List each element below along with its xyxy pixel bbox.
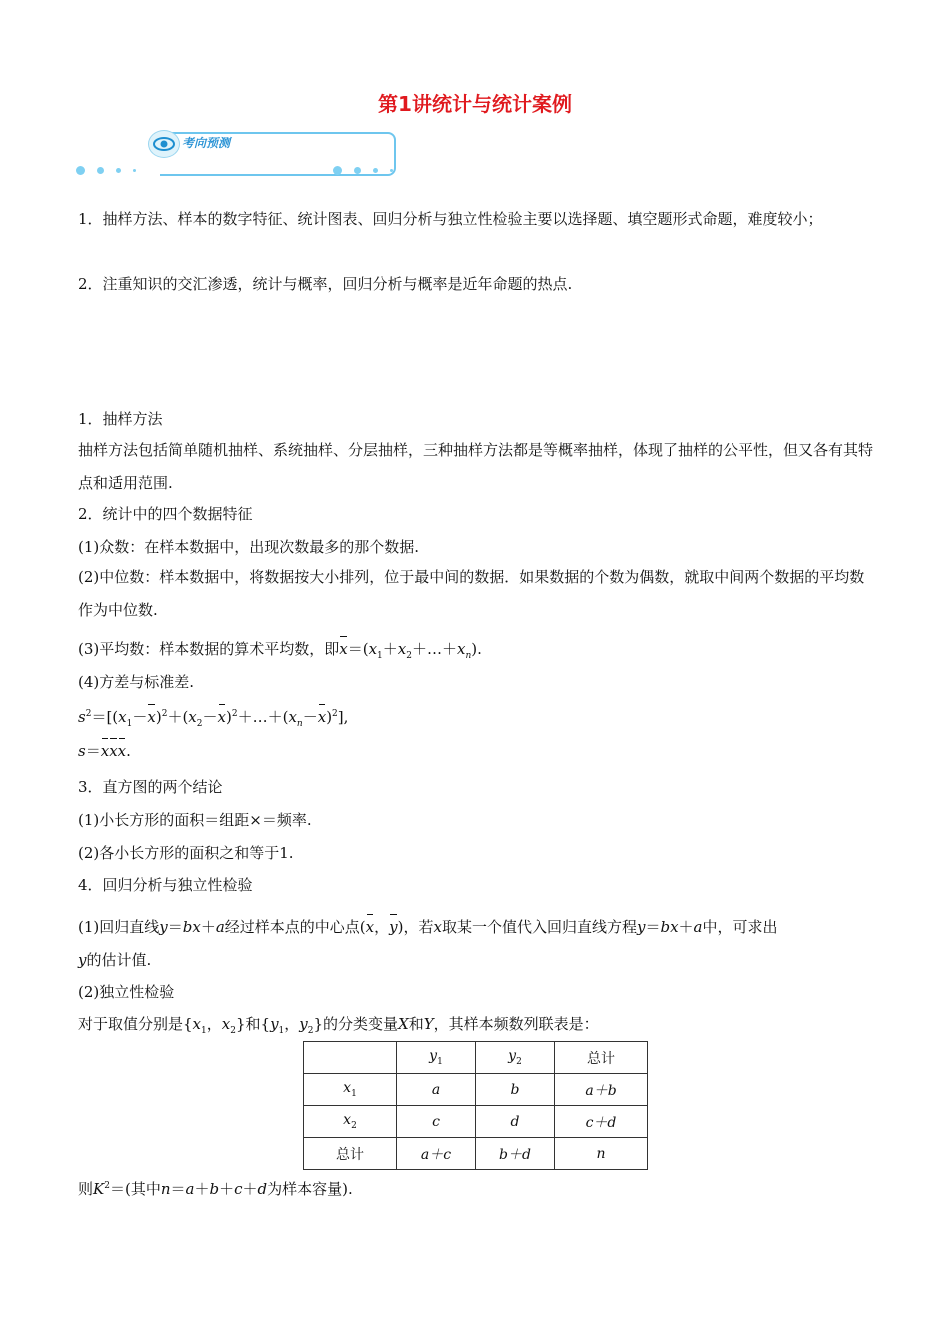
dot: [76, 166, 85, 175]
table-cell: 总计: [304, 1138, 397, 1170]
forecast-item-1: 1．抽样方法、样本的数字特征、统计图表、回归分析与独立性检验主要以选择题、填空题形式命题，难度较小；: [78, 210, 823, 228]
eye-icon: [148, 130, 180, 158]
table-cell: $y_1$: [397, 1042, 476, 1074]
table-cell: 总计: [555, 1042, 648, 1074]
section-2-heading: 2．统计中的四个数据特征: [78, 505, 253, 523]
table-cell: b: [476, 1074, 555, 1106]
decorative-dots-left: [76, 166, 136, 175]
section-3-heading: 3．直方图的两个结论: [78, 778, 223, 796]
table-cell: $x_2$: [304, 1106, 397, 1138]
text: 取某一个值代入回归直线方程: [441, 918, 637, 936]
banner-label: 考向预测: [182, 136, 231, 150]
text: 则: [78, 1180, 94, 1198]
table-cell: c＋d: [555, 1106, 648, 1138]
median-text: (2)中位数：样本数据中，将数据按大小排列，位于最中间的数据．如果数据的个数为偶数，就取中间两个数据的平均数作为中位数.: [78, 568, 865, 619]
table-row: [304, 1106, 648, 1138]
variance-heading: (4)方差与标准差.: [78, 673, 195, 691]
text: 经过样本点的中心点(: [224, 918, 366, 936]
mean-prefix: (3)平均数：样本数据的算术平均数，即: [78, 640, 340, 658]
dot: [373, 168, 378, 173]
dot: [133, 169, 136, 172]
decorative-dots-right: [333, 166, 393, 175]
dot: [116, 168, 121, 173]
table-cell: d: [476, 1106, 555, 1138]
text: ，其样本频数列联表是：: [433, 1015, 599, 1033]
independence-text: 对于取值分别是{$x_1$，$x_2$}和{$y_1$，$y_2$}的分类变量X和Y，其样本频数列联表是：: [78, 1015, 599, 1036]
text: 中，可求出: [702, 918, 778, 936]
regression-line-text-2: y的估计值.: [78, 951, 152, 969]
k2-text: 则$K^2=$(其中n＝a＋b＋c＋d为样本容量).: [78, 1180, 353, 1198]
text: ＝(其中: [109, 1180, 161, 1198]
text: 和: [408, 1015, 424, 1033]
mean-line: (3)平均数：样本数据的算术平均数，即$x=(x_1+x_2+\dots+x_n)$.: [78, 640, 482, 661]
dot: [333, 166, 342, 175]
regression-line-text: (1)回归直线y＝bx＋a经过样本点的中心点(x，y)，若x取某一个值代入回归直线方程y＝bx＋a中，可求出: [78, 918, 778, 936]
page-title: 第1讲统计与统计案例: [378, 92, 572, 116]
mode-text: (1)众数：在样本数据中，出现次数最多的那个数据.: [78, 538, 420, 556]
independence-heading: (2)独立性检验: [78, 983, 175, 1001]
table-cell: b＋d: [476, 1138, 555, 1170]
text: 的估计值.: [86, 951, 152, 969]
forecast-item-2: 2．注重知识的交汇渗透，统计与概率，回归分析与概率是近年命题的热点.: [78, 275, 573, 293]
table-cell: $y_2$: [476, 1042, 555, 1074]
text: ，若: [403, 918, 434, 936]
table-row: [304, 1138, 648, 1170]
table-header-row: [304, 1042, 648, 1074]
stddev-formula: s＝xxx.: [78, 742, 131, 760]
text: 对于取值分别是{: [78, 1015, 193, 1033]
x-bar: x: [339, 640, 348, 658]
table-cell: $x_1$: [304, 1074, 397, 1106]
table-cell: [304, 1042, 397, 1074]
table-row: [304, 1074, 648, 1106]
histogram-conclusion-2: (2)各小长方形的面积之和等于1.: [78, 844, 294, 862]
table-cell: a＋b: [555, 1074, 648, 1106]
table-cell: a: [397, 1074, 476, 1106]
text: (1)回归直线: [78, 918, 160, 936]
dot: [354, 167, 361, 174]
contingency-table: [303, 1041, 648, 1170]
section-1-heading: 1．抽样方法: [78, 410, 163, 428]
table-cell: n: [555, 1138, 648, 1170]
table-cell: a＋c: [397, 1138, 476, 1170]
variance-formula: $s^2=[(x_1-x)^2+(x_2-x)^2+\dots+(x_n-x)^2]$,: [78, 708, 349, 729]
text: }和{: [235, 1015, 271, 1033]
section-4-heading: 4．回归分析与独立性检验: [78, 876, 253, 894]
dot: [97, 167, 104, 174]
dot: [390, 169, 393, 172]
table-cell: c: [397, 1106, 476, 1138]
text: 为样本容量).: [267, 1180, 353, 1198]
histogram-conclusion-1: (1)小长方形的面积＝组距×＝频率.: [78, 811, 312, 829]
section-1-body: 抽样方法包括简单随机抽样、系统抽样、分层抽样，三种抽样方法都是等概率抽样，体现了抽样的公平性，但又各有其特点和适用范围.: [78, 441, 874, 492]
text: }的分类变量: [313, 1015, 399, 1033]
